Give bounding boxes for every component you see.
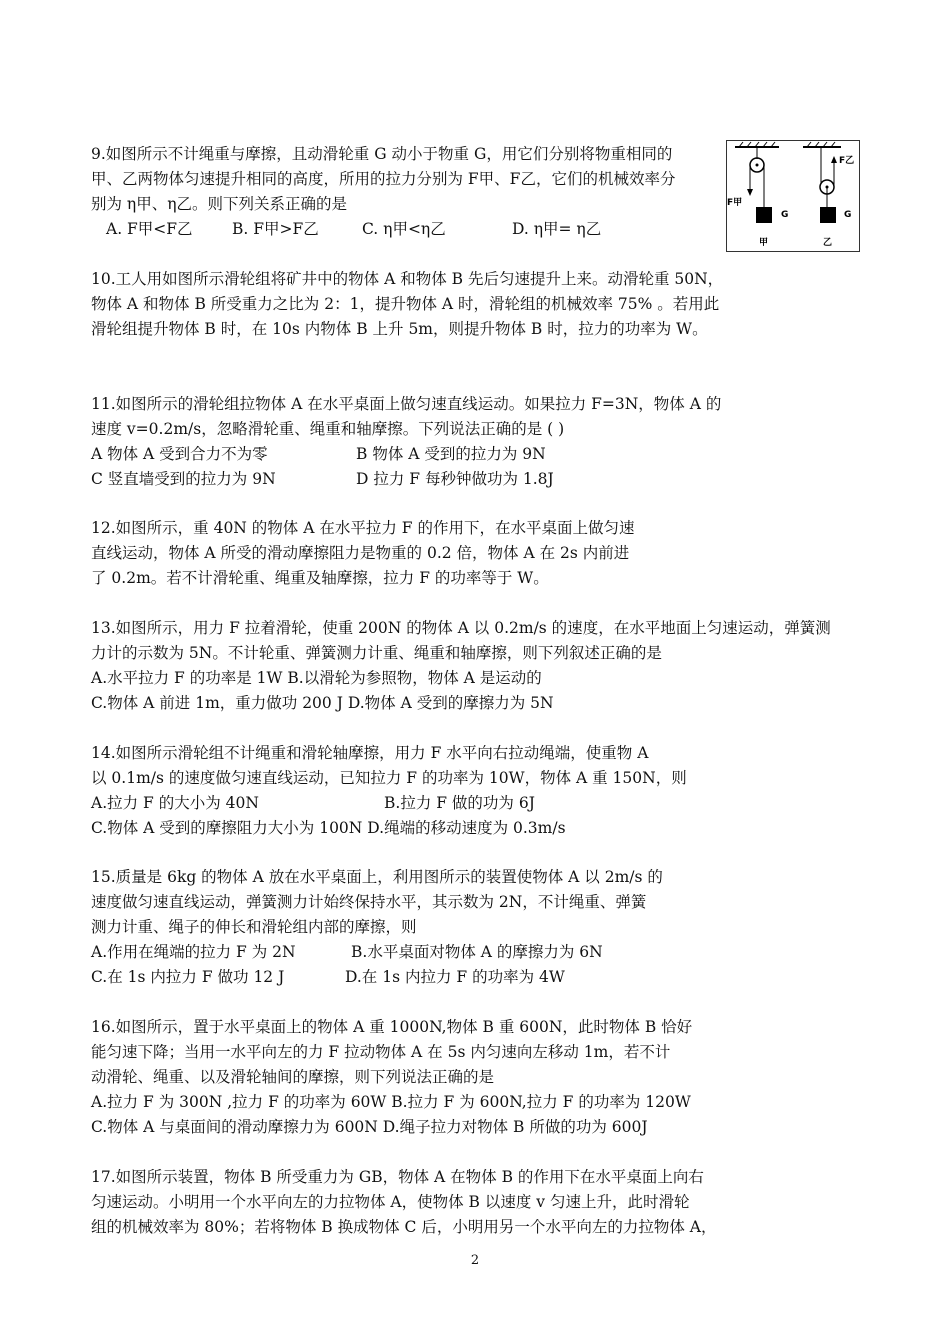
q11-line-2: 速度 v=0.2m/s，忽略滑轮重、绳重和轴摩擦。下列说法正确的是 ( ) [91, 420, 565, 438]
label-g-right: G [844, 210, 852, 220]
q11-option-c: C 竖直墙受到的拉力为 9N [91, 470, 276, 488]
q15-line-1: 15.质量是 6kg 的物体 A 放在水平桌面上，利用图所示的装置使物体 A 以 2m/s 的 [91, 868, 663, 886]
q15-line-3: 测力计重、绳子的伸长和滑轮组内部的摩擦，则 [91, 918, 417, 936]
q14-option-a: A.拉力 F 的大小为 40N [91, 794, 259, 812]
label-yi: 乙 [823, 238, 833, 248]
q14-line-1: 14.如图所示滑轮组不计绳重和滑轮轴摩擦，用力 F 水平向右拉动绳端，使重物 A [91, 744, 649, 762]
q9-line-2: 甲、乙两物体匀速提升相同的高度，所用的拉力分别为 F甲、F乙，它们的机械效率分 [91, 170, 676, 188]
q13-line-1: 13.如图所示，用力 F 拉着滑轮，使重 200N 的物体 A 以 0.2m/s 的速度，在水平地面上匀速运动，弹簧测 [91, 619, 831, 637]
q12-line-2: 直线运动，物体 A 所受的滑动摩擦阻力是物重的 0.2 倍，物体 A 在 2s 内前进 [91, 544, 630, 562]
q15-line-2: 速度做匀速直线运动，弹簧测力计始终保持水平，其示数为 2N，不计绳重、弹簧 [91, 893, 647, 911]
q15-option-c: C.在 1s 内拉力 F 做功 12 J [91, 968, 285, 986]
pulley-diagram [727, 141, 859, 251]
q13-line-4: C.物体 A 前进 1m，重力做功 200 J D.物体 A 受到的摩擦力为 5N [91, 694, 554, 712]
label-f-jia: F甲 [727, 198, 743, 208]
q16-line-3: 动滑轮、绳重、以及滑轮轴间的摩擦，则下列说法正确的是 [91, 1068, 495, 1086]
q15-option-b: B.水平桌面对物体 A 的摩擦力为 6N [351, 943, 603, 961]
q11-option-d: D 拉力 F 每秒钟做功为 1.8J [356, 470, 554, 488]
q11-option-a: A 物体 A 受到合力不为零 [91, 445, 268, 463]
q9-option-c: C. η甲<η乙 [362, 220, 446, 238]
q10-line-3: 滑轮组提升物体 B 时，在 10s 内物体 B 上升 5m，则提升物体 B 时，拉力的功率为 W。 [91, 320, 708, 338]
q10-line-1: 10.工人用如图所示滑轮组将矿井中的物体 A 和物体 B 先后匀速提升上来。动滑轮重 50N， [91, 270, 724, 288]
q12-line-3: 了 0.2m。若不计滑轮重、绳重及轴摩擦，拉力 F 的功率等于 W。 [91, 569, 549, 587]
q12-line-1: 12.如图所示，重 40N 的物体 A 在水平拉力 F 的作用下，在水平桌面上做匀速 [91, 519, 635, 537]
q16-line-1: 16.如图所示，置于水平桌面上的物体 A 重 1000N,物体 B 重 600N，此时物体 B 恰好 [91, 1018, 693, 1036]
q10-line-2: 物体 A 和物体 B 所受重力之比为 2：1，提升物体 A 时，滑轮组的机械效率 75% 。若用此 [91, 295, 720, 313]
page-number: 2 [470, 1253, 480, 1268]
q13-line-3: A.水平拉力 F 的功率是 1W B.以滑轮为参照物，物体 A 是运动的 [91, 669, 542, 687]
label-jia: 甲 [759, 238, 769, 248]
q11-option-b: B 物体 A 受到的拉力为 9N [356, 445, 546, 463]
q14-line-2: 以 0.1m/s 的速度做匀速直线运动，已知拉力 F 的功率为 10W，物体 A 重 150N，则 [91, 769, 687, 787]
q11-line-1: 11.如图所示的滑轮组拉物体 A 在水平桌面上做匀速直线运动。如果拉力 F=3N，物体 A 的 [91, 395, 722, 413]
label-f-yi: F乙 [839, 156, 855, 166]
q14-option-b: B.拉力 F 做的功为 6J [384, 794, 535, 812]
q9-option-a: A. F甲<F乙 [106, 220, 193, 238]
q9-line-3: 别为 η甲、η乙。则下列关系正确的是 [91, 195, 348, 213]
q9-option-d: D. η甲= η乙 [512, 220, 602, 238]
q9-option-b: B. F甲>F乙 [232, 220, 319, 238]
q17-line-3: 组的机械效率为 80%；若将物体 B 换成物体 C 后，小明用另一个水平向左的力拉物体 A， [91, 1218, 717, 1236]
q16-line-4: A.拉力 F 为 300N ,拉力 F 的功率为 60W B.拉力 F 为 600N,拉力 F 的功率为 120W [91, 1093, 691, 1111]
q17-line-1: 17.如图所示装置，物体 B 所受重力为 GB，物体 A 在物体 B 的作用下在水平桌面上向右 [91, 1168, 704, 1186]
q9-line-1: 9.如图所示不计绳重与摩擦，且动滑轮重 G 动小于物重 G，用它们分别将物重相同的 [91, 145, 673, 163]
pulley-figure [726, 140, 860, 252]
q13-line-2: 力计的示数为 5N。不计轮重、弹簧测力计重、绳重和轴摩擦，则下列叙述正确的是 [91, 644, 662, 662]
q16-line-2: 能匀速下降；当用一水平向左的力 F 拉动物体 A 在 5s 内匀速向左移动 1m，若不计 [91, 1043, 671, 1061]
q17-line-2: 匀速运动。小明用一个水平向左的力拉物体 A，使物体 B 以速度 v 匀速上升，此时滑轮 [91, 1193, 690, 1211]
q16-line-5: C.物体 A 与桌面间的滑动摩擦力为 600N D.绳子拉力对物体 B 所做的功为 600J [91, 1118, 648, 1136]
q15-option-a: A.作用在绳端的拉力 F 为 2N [91, 943, 296, 961]
q15-option-d: D.在 1s 内拉力 F 的功率为 4W [345, 968, 565, 986]
q14-line-4: C.物体 A 受到的摩擦阻力大小为 100N D.绳端的移动速度为 0.3m/s [91, 819, 566, 837]
label-g-left: G [781, 210, 789, 220]
